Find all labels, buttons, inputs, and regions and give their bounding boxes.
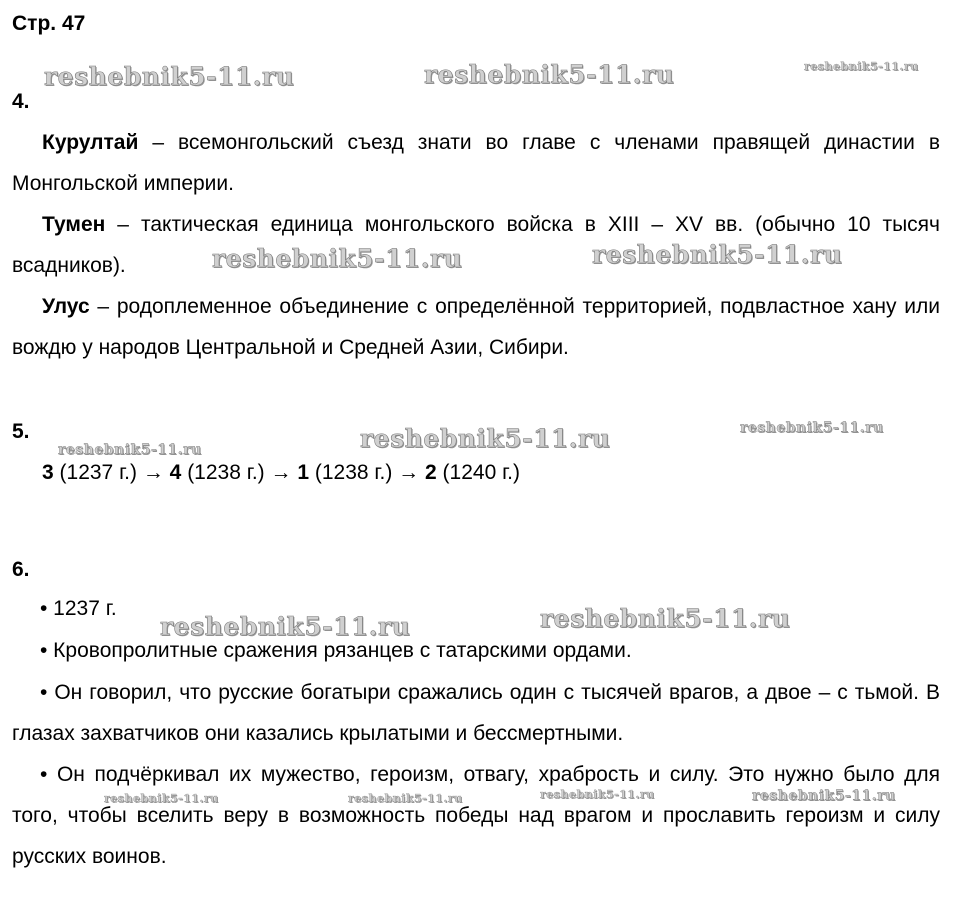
seq-number: 3 <box>42 461 54 484</box>
seq-date: (1237 г.) → <box>53 461 170 484</box>
watermark: reshebnik5-11.ru <box>212 244 463 273</box>
definition-text: – тактическая единица монгольского войска в XIII – XV вв. (обычно 10 тысяч всадников). <box>12 213 940 277</box>
bullet-item: • 1237 г. <box>40 597 117 620</box>
watermark: reshebnik5-11.ru <box>540 788 655 801</box>
term-ulus: Улус <box>42 295 90 318</box>
section-5-number: 5. <box>12 420 30 443</box>
watermark: reshebnik5-11.ru <box>592 240 843 269</box>
seq-number: 4 <box>169 461 182 484</box>
watermark: reshebnik5-11.ru <box>804 60 919 73</box>
watermark: reshebnik5-11.ru <box>58 442 202 458</box>
watermark: reshebnik5-11.ru <box>104 792 219 805</box>
page-title: Стр. 47 <box>12 12 86 35</box>
chronology-sequence <box>42 452 520 493</box>
bullet-item: • Кровопролитные сражения рязанцев с татарскими ордами. <box>40 639 632 662</box>
term-kurultai: Курултай <box>42 131 139 154</box>
definition-text: – всемонгольский съезд знати во главе с членами правящей династии в Монгольской империи. <box>12 131 940 195</box>
section-6-number: 6. <box>12 558 30 581</box>
term-tumen: Тумен <box>42 213 106 236</box>
bullet-item: • Он подчёркивал их мужество, героизм, отвагу, храбрость и силу. Это нужно было для того, чтобы вселить веру в возможность победы над врагом и прославить героизм и силу русских воинов. <box>12 763 940 868</box>
seq-date: (1238 г.) → <box>309 461 426 484</box>
seq-date: (1240 г.) <box>436 461 521 484</box>
watermark: reshebnik5-11.ru <box>752 788 896 804</box>
watermark: reshebnik5-11.ru <box>348 792 463 805</box>
watermark: reshebnik5-11.ru <box>160 612 411 641</box>
definition-ulus <box>12 286 940 368</box>
seq-date: (1238 г.) → <box>181 461 298 484</box>
watermark: reshebnik5-11.ru <box>44 62 295 91</box>
definition-text: – родоплеменное объединение с определённой территорией, подвластное хану или вождю у народов Центральной и Средней Азии, Сибири. <box>12 295 940 359</box>
seq-number: 1 <box>297 461 310 484</box>
definition-kurultai <box>12 122 940 204</box>
watermark: reshebnik5-11.ru <box>740 420 884 436</box>
seq-number: 2 <box>425 461 437 484</box>
section-4-number: 4. <box>12 90 30 113</box>
watermark: reshebnik5-11.ru <box>360 424 611 453</box>
bullet-item: • Он говорил, что русские богатыри сражались один с тысячей врагов, а двое – с тьмой. В глазах захватчиков они казались крылатыми и бессмертными. <box>12 681 940 745</box>
watermark: reshebnik5-11.ru <box>540 604 791 633</box>
watermark: reshebnik5-11.ru <box>424 60 675 89</box>
